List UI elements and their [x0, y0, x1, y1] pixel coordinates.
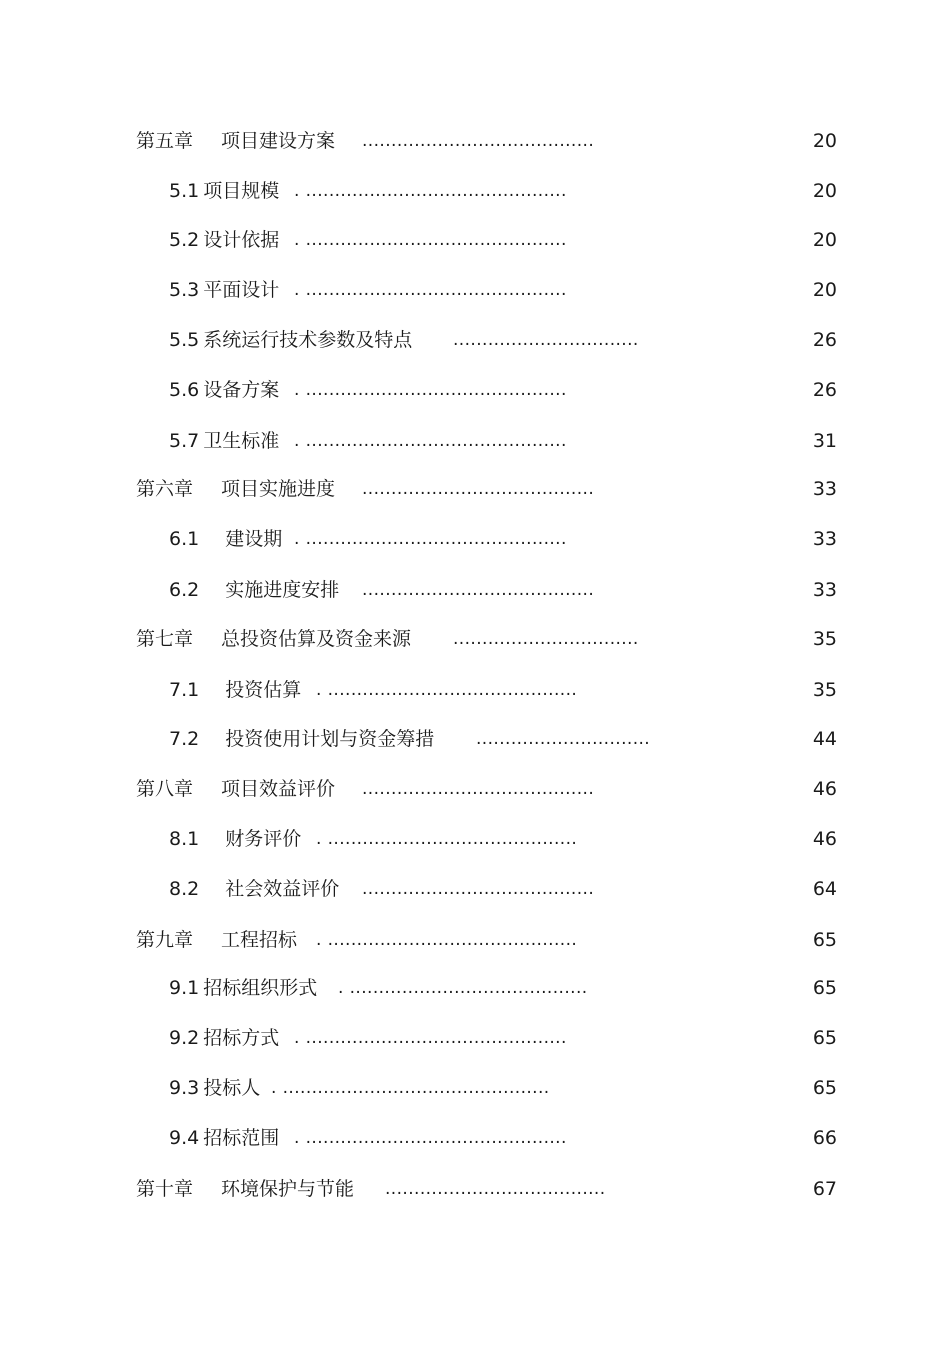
toc-section-number: 8.2	[169, 878, 200, 900]
toc-dot-leader: ........................................	[362, 779, 595, 799]
toc-entry[interactable]	[0, 1023, 950, 1053]
toc-section-number: 5.1	[169, 180, 200, 202]
toc-entry[interactable]	[0, 176, 950, 206]
toc-section-number: 7.2	[169, 728, 200, 750]
toc-entry[interactable]	[0, 126, 950, 156]
toc-chapter-number: 第七章	[136, 628, 194, 650]
toc-entry[interactable]	[0, 524, 950, 554]
toc-page-number: 65	[812, 1027, 837, 1049]
toc-entry-title: 平面设计	[203, 279, 280, 301]
toc-dot-leader: . .............................................	[294, 230, 567, 250]
toc-dot-leader: ........................................	[362, 580, 595, 600]
toc-entry[interactable]	[0, 874, 950, 904]
toc-entry[interactable]	[0, 426, 950, 456]
toc-entry-title: 项目规模	[203, 180, 280, 202]
toc-entry[interactable]	[0, 724, 950, 754]
toc-entry-title: 设计依据	[203, 229, 280, 251]
toc-dot-leader: . ...........................................	[316, 930, 578, 950]
toc-entry[interactable]	[0, 375, 950, 405]
toc-dot-leader: ........................................	[362, 131, 595, 151]
toc-dot-leader: ........................................	[362, 879, 595, 899]
toc-dot-leader: . .............................................	[294, 380, 567, 400]
toc-dot-leader: . ...........................................	[316, 680, 578, 700]
toc-section-number: 5.3	[169, 279, 200, 301]
toc-page-number: 35	[812, 628, 837, 650]
toc-entry[interactable]	[0, 1073, 950, 1103]
toc-chapter-number: 第九章	[136, 929, 194, 951]
toc-entry-title: 投资估算	[225, 679, 302, 701]
toc-page-number: 66	[812, 1127, 837, 1149]
toc-section-number: 5.7	[169, 430, 200, 452]
toc-entry-title: 设备方案	[203, 379, 280, 401]
toc-entry[interactable]	[0, 1123, 950, 1153]
toc-entry[interactable]	[0, 575, 950, 605]
toc-page-number: 46	[812, 778, 837, 800]
toc-page-number: 33	[812, 528, 837, 550]
toc-section-number: 8.1	[169, 828, 200, 850]
toc-entry[interactable]	[0, 973, 950, 1003]
toc-section-number: 6.1	[169, 528, 200, 550]
toc-entry[interactable]	[0, 1174, 950, 1204]
toc-section-number: 9.1	[169, 977, 200, 999]
toc-entry[interactable]	[0, 225, 950, 255]
toc-entry[interactable]	[0, 774, 950, 804]
toc-dot-leader: . ...........................................	[316, 829, 578, 849]
toc-entry-title: 环境保护与节能	[221, 1178, 355, 1200]
toc-page-number: 65	[812, 1077, 837, 1099]
toc-dot-leader: . .............................................	[294, 1128, 567, 1148]
toc-section-number: 7.1	[169, 679, 200, 701]
toc-dot-leader: ................................	[453, 330, 639, 350]
toc-section-number: 5.2	[169, 229, 200, 251]
toc-dot-leader: ........................................	[362, 479, 595, 499]
toc-page-number: 64	[812, 878, 837, 900]
toc-section-number: 5.5	[169, 329, 200, 351]
toc-entry-title: 社会效益评价	[225, 878, 340, 900]
toc-page-number: 26	[812, 329, 837, 351]
toc-dot-leader: . .............................................	[294, 431, 567, 451]
toc-entry-title: 投标人	[203, 1077, 261, 1099]
toc-page-number: 46	[812, 828, 837, 850]
toc-entry[interactable]	[0, 624, 950, 654]
toc-entry-title: 财务评价	[225, 828, 302, 850]
toc-page-number: 31	[812, 430, 837, 452]
toc-entry-title: 总投资估算及资金来源	[221, 628, 412, 650]
toc-entry-title: 项目效益评价	[221, 778, 336, 800]
toc-entry-title: 项目实施进度	[221, 478, 336, 500]
toc-chapter-number: 第十章	[136, 1178, 194, 1200]
toc-entry-title: 建设期	[225, 528, 283, 550]
toc-page-number: 65	[812, 929, 837, 951]
toc-entry-title: 实施进度安排	[225, 579, 340, 601]
toc-section-number: 9.4	[169, 1127, 200, 1149]
toc-entry-title: 招标组织形式	[203, 977, 318, 999]
toc-dot-leader: . .............................................	[294, 1028, 567, 1048]
toc-dot-leader: . .............................................	[294, 280, 567, 300]
toc-page-number: 67	[812, 1178, 837, 1200]
toc-chapter-number: 第六章	[136, 478, 194, 500]
toc-entry-title: 招标方式	[203, 1027, 280, 1049]
toc-entry[interactable]	[0, 675, 950, 705]
toc-entry[interactable]	[0, 824, 950, 854]
toc-section-number: 5.6	[169, 379, 200, 401]
toc-page-number: 33	[812, 579, 837, 601]
toc-entry-title: 系统运行技术参数及特点	[203, 329, 413, 351]
toc-chapter-number: 第八章	[136, 778, 194, 800]
toc-entry[interactable]	[0, 925, 950, 955]
toc-page-number: 20	[812, 130, 837, 152]
toc-dot-leader: . ..............................................	[271, 1078, 550, 1098]
toc-entry-title: 投资使用计划与资金筹措	[225, 728, 435, 750]
toc-dot-leader: . .........................................	[338, 978, 588, 998]
toc-dot-leader: ................................	[453, 629, 639, 649]
toc-chapter-number: 第五章	[136, 130, 194, 152]
toc-section-number: 9.3	[169, 1077, 200, 1099]
toc-page-number: 35	[812, 679, 837, 701]
toc-entry-title: 项目建设方案	[221, 130, 336, 152]
toc-page-number: 65	[812, 977, 837, 999]
toc-page-number: 33	[812, 478, 837, 500]
toc-entry-title: 招标范围	[203, 1127, 280, 1149]
toc-page-number: 20	[812, 229, 837, 251]
toc-dot-leader: ..............................	[476, 729, 651, 749]
toc-entry-title: 卫生标准	[203, 430, 280, 452]
toc-entry[interactable]	[0, 474, 950, 504]
toc-dot-leader: . .............................................	[294, 529, 567, 549]
toc-entry[interactable]	[0, 325, 950, 355]
toc-page-number: 26	[812, 379, 837, 401]
toc-section-number: 6.2	[169, 579, 200, 601]
toc-entry-title: 工程招标	[221, 929, 298, 951]
toc-dot-leader: ......................................	[385, 1179, 606, 1199]
toc-dot-leader: . .............................................	[294, 181, 567, 201]
toc-page-number: 20	[812, 180, 837, 202]
toc-page-number: 44	[812, 728, 837, 750]
toc-page-number: 20	[812, 279, 837, 301]
toc-section-number: 9.2	[169, 1027, 200, 1049]
toc-entry[interactable]	[0, 275, 950, 305]
